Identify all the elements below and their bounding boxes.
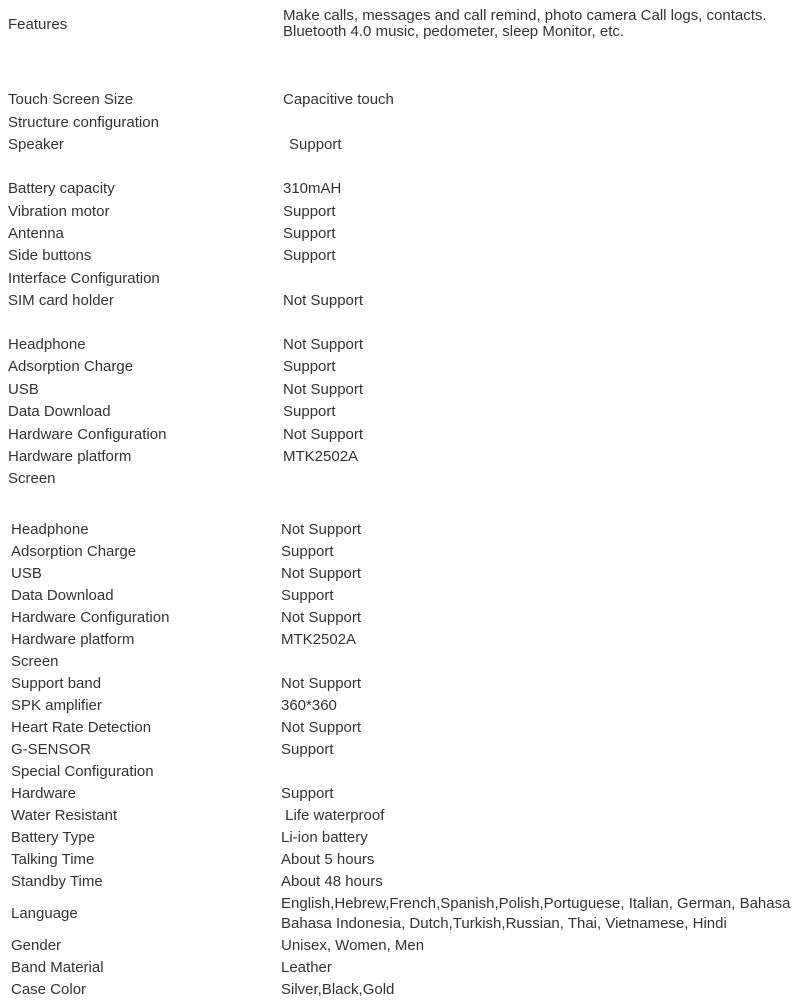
spec-value: Not Support (283, 381, 364, 398)
spec-label: Standby Time (11, 873, 103, 890)
spec-label: Headphone (8, 336, 86, 353)
spec-value: MTK2502A (281, 631, 357, 648)
spec-value: Support (283, 403, 336, 420)
spec-label: Band Material (11, 959, 104, 976)
spec-value: Support (281, 543, 334, 560)
spec-label: Data Download (8, 403, 111, 420)
spec-value: Support (281, 587, 334, 604)
spec-label: Vibration motor (8, 203, 110, 220)
spec-label: Interface Configuration (8, 270, 160, 287)
spec-label: Touch Screen Size (8, 91, 134, 108)
spec-label: Hardware (11, 785, 77, 802)
spec-label: Adsorption Charge (11, 543, 137, 560)
spec-value: Not Support (281, 719, 362, 736)
spec-label: Features (8, 16, 68, 33)
spec-label: Screen (8, 470, 56, 487)
spec-label: Hardware Configuration (8, 426, 167, 443)
spec-label: Side buttons (8, 247, 92, 264)
spec-label: Hardware Configuration (11, 609, 170, 626)
spec-value: Not Support (283, 336, 364, 353)
spec-label: Hardware platform (8, 448, 132, 465)
spec-value: 360*360 (281, 697, 337, 714)
spec-value: Not Support (281, 521, 362, 538)
spec-value: Not Support (281, 609, 362, 626)
spec-value-line: Bluetooth 4.0 music, pedometer, sleep Monitor, etc. (283, 23, 625, 40)
spec-value: Support (283, 203, 336, 220)
spec-value: Life waterproof (281, 807, 385, 824)
spec-label: USB (11, 565, 42, 582)
spec-value: Li-ion battery (281, 829, 368, 846)
spec-value: Support (283, 358, 336, 375)
spec-value: About 48 hours (281, 873, 383, 890)
spec-label: Antenna (8, 225, 64, 242)
spec-label: Battery Type (11, 829, 95, 846)
spec-value: Leather (281, 959, 332, 976)
spec-label: Structure configuration (8, 114, 159, 131)
spec-label: Headphone (11, 521, 89, 538)
spec-label: Gender (11, 937, 62, 954)
spec-value: Not Support (283, 426, 364, 443)
spec-label: Data Download (11, 587, 114, 604)
spec-value: Support (283, 247, 336, 264)
spec-value-line: Make calls, messages and call remind, photo camera Call logs, contacts. (283, 7, 767, 24)
spec-label: Talking Time (11, 851, 95, 868)
spec-value (283, 5, 767, 43)
spec-label: Hardware platform (11, 631, 135, 648)
spec-value: Not Support (283, 292, 364, 309)
spec-value-line: English,Hebrew,French,Spanish,Polish,Portuguese, Italian, German, Bahasa (281, 895, 791, 912)
spec-label: Adsorption Charge (8, 358, 134, 375)
spec-label: SPK amplifier (11, 697, 102, 714)
spec-value: Silver,Black,Gold (281, 981, 395, 998)
spec-label: Screen (11, 653, 59, 670)
spec-value: Support (283, 225, 336, 242)
spec-label: USB (8, 381, 39, 398)
spec-value (281, 894, 800, 934)
spec-label: Support band (11, 675, 102, 692)
spec-value: Support (281, 741, 334, 758)
spec-label: Special Configuration (11, 763, 154, 780)
spec-label: Speaker (8, 136, 64, 153)
spec-label: G-SENSOR (11, 741, 92, 758)
spec-value: Not Support (281, 675, 362, 692)
spec-label: Heart Rate Detection (11, 719, 152, 736)
spec-label: Case Color (11, 981, 87, 998)
spec-value: 310mAH (283, 180, 342, 197)
spec-label: Language (11, 905, 78, 922)
spec-label: Battery capacity (8, 180, 115, 197)
spec-value: About 5 hours (281, 851, 375, 868)
spec-label: Water Resistant (11, 807, 118, 824)
spec-value: Support (289, 136, 342, 153)
spec-value: Support (281, 785, 334, 802)
spec-label: SIM card holder (8, 292, 114, 309)
spec-value: MTK2502A (283, 448, 359, 465)
spec-value: Unisex, Women, Men (281, 937, 425, 954)
spec-value: Not Support (281, 565, 362, 582)
spec-value: Capacitive touch (283, 91, 394, 108)
spec-value-line: Bahasa Indonesia, Dutch,Turkish,Russian, Thai, Vietnamese, Hindi (281, 915, 727, 932)
